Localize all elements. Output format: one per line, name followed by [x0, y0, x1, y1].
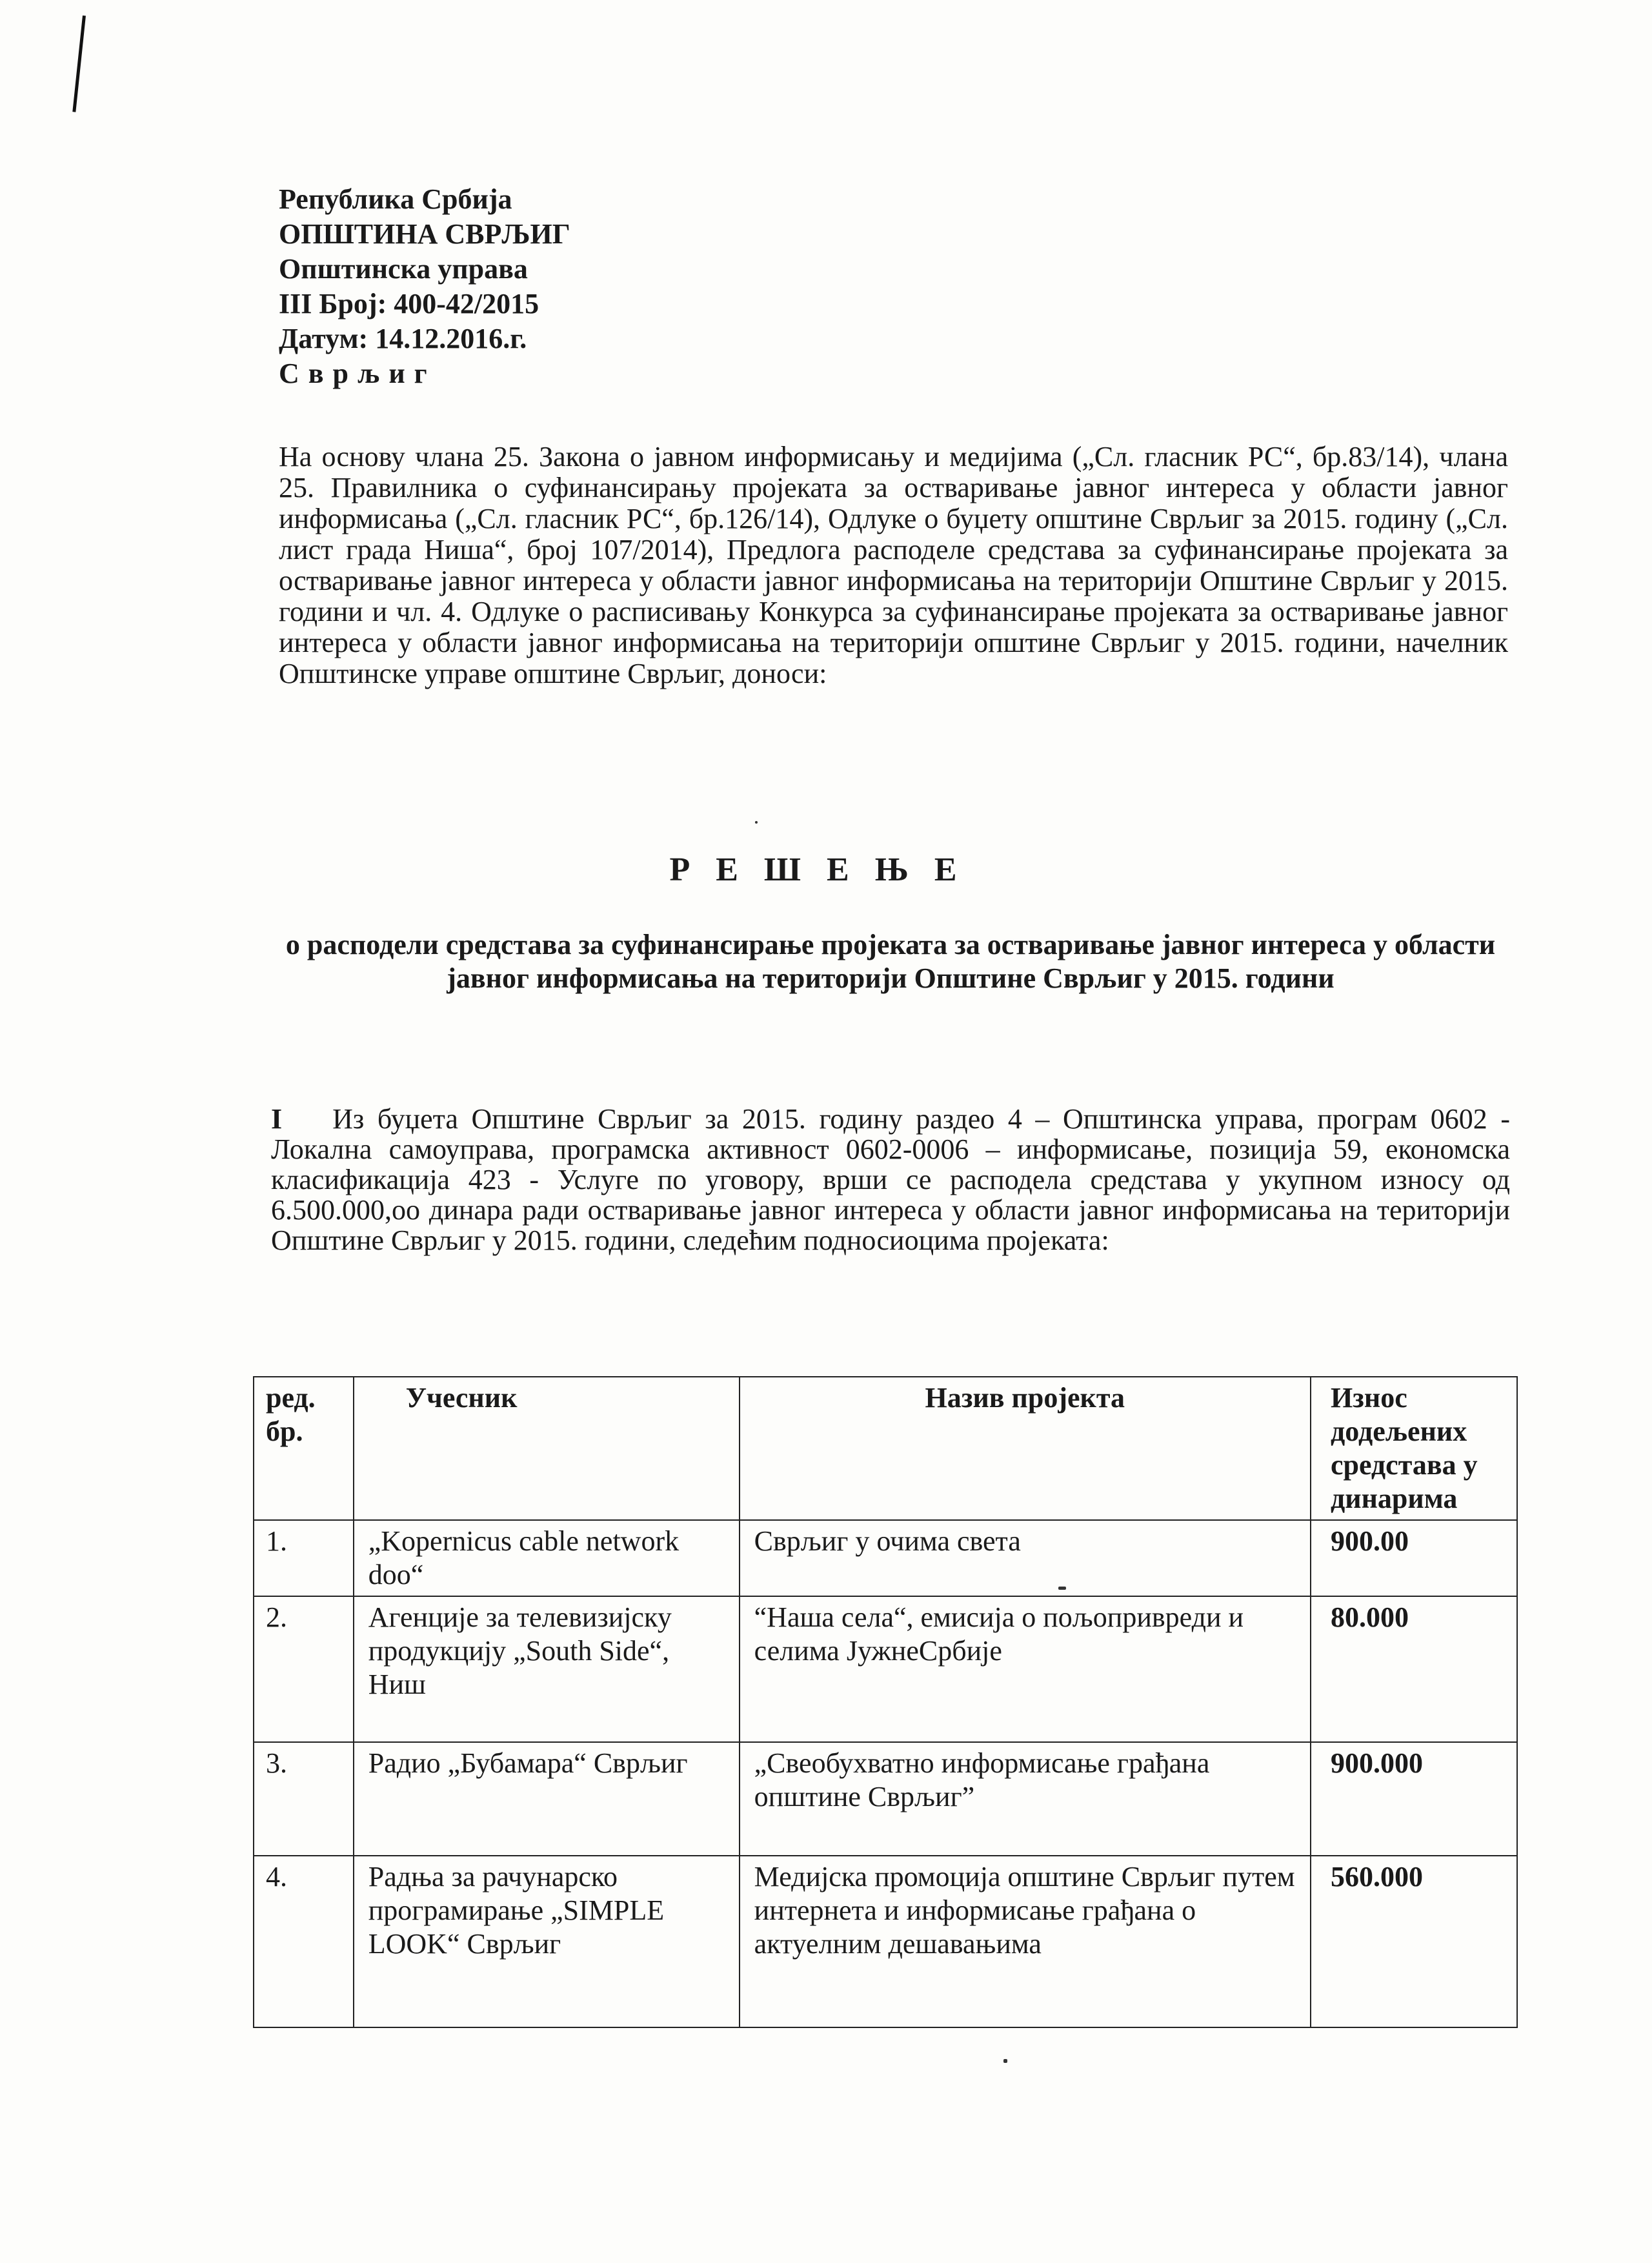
row-number: 2. — [254, 1596, 354, 1742]
section-numeral: I — [271, 1103, 283, 1135]
row-amount: 900.000 — [1311, 1742, 1517, 1856]
table-row — [254, 1520, 1517, 1596]
table-row — [254, 1742, 1517, 1856]
scan-speck — [755, 821, 758, 824]
table-header-row — [254, 1377, 1517, 1520]
header-country: Република Србија — [279, 183, 512, 215]
header-participant: Учесник — [354, 1377, 740, 1520]
allocation-table — [253, 1376, 1518, 2028]
section-text: Из буџета Општине Сврљиг за 2015. годину раздео 4 – Општинска управа, програм 0602 - Локална самоуправа, програмска активност 0602-0006 – информисање, позиција 59, економска класификација 423 - Услуге по уговору, врши се расподела средстава у укупном износу од 6.500.000,оо динара ради остваривање јавног интереса у области јавног информисања на територији Општине Сврљиг у 2015. години, следећим подносиоцима пројеката: — [271, 1103, 1510, 1256]
row-project: “Наша села“, емисија о пољопривреди и селима ЈужнеСрбије — [740, 1596, 1311, 1742]
row-participant: Агенције за телевизијску продукцију „South Side“, Ниш — [354, 1596, 740, 1742]
decision-subtitle: о расподели средстава за суфинансирање пројеката за остваривање јавног интереса у области јавног информисања на територији Општине Сврљиг у 2015. години — [285, 929, 1496, 994]
scan-speck — [1058, 1587, 1066, 1590]
row-participant: Радња за рачунарско програмирање „SIMPLE LOOK“ Сврљиг — [354, 1856, 740, 2027]
header-number: ред. бр. — [254, 1377, 354, 1520]
row-amount: 560.000 — [1311, 1856, 1517, 2027]
header-municipality: ОПШТИНА СВРЉИГ — [279, 218, 570, 250]
row-project: Сврљиг у очима света — [740, 1520, 1311, 1596]
row-number: 3. — [254, 1742, 354, 1856]
section-one — [271, 1104, 1510, 1255]
row-project: Медијска промоција општине Сврљиг путем интернета и информисање грађана о актуелним дешавањима — [740, 1856, 1311, 2027]
row-amount: 900.00 — [1311, 1520, 1517, 1596]
header-amount: Износ додељених средстава у динарима — [1311, 1377, 1517, 1520]
row-participant: Радио „Бубамара“ Сврљиг — [354, 1742, 740, 1856]
header-project: Назив пројекта — [740, 1377, 1311, 1520]
decision-title: РЕШЕЊЕ — [669, 851, 983, 888]
row-number: 1. — [254, 1520, 354, 1596]
row-participant: „Kopernicus cable network doo“ — [354, 1520, 740, 1596]
document-header — [279, 182, 570, 391]
table-row — [254, 1856, 1517, 2027]
header-document-number: III Број: 400-42/2015 — [279, 288, 539, 320]
header-date: Датум: 14.12.2016.г. — [279, 323, 527, 354]
table-row — [254, 1596, 1517, 1742]
row-project: „Свеобухватно информисање грађана општине Сврљиг” — [740, 1742, 1311, 1856]
scan-speck — [1003, 2059, 1007, 2063]
header-place: Сврљиг — [279, 358, 436, 389]
preamble-paragraph: На основу члана 25. Закона о јавном информисању и медијима („Сл. гласник РС“, бр.83/14), члана 25. Правилника о суфинансирању пројеката за остваривање јавног интереса у области јавног информисања („Сл. гласник РС“, бр.126/14), Одлуке о буџету општине Сврљиг за 2015. годину („Сл. лист града Ниша“, број 107/2014), Предлога расподеле средстава за суфинансирање пројеката за остваривање јавног интереса у области јавног информисања на територији Општине Сврљиг у 2015. години и чл. 4. Одлуке о расписивању Конкурса за суфинансирање пројеката за остваривање јавног интереса у области јавног информисања на територији општине Сврљиг у 2015. години, начелник Општинске управе општине Сврљиг, доноси: — [279, 441, 1508, 689]
handwritten-stroke — [72, 15, 94, 113]
row-number: 4. — [254, 1856, 354, 2027]
header-administration: Општинска управа — [279, 253, 528, 285]
row-amount: 80.000 — [1311, 1596, 1517, 1742]
